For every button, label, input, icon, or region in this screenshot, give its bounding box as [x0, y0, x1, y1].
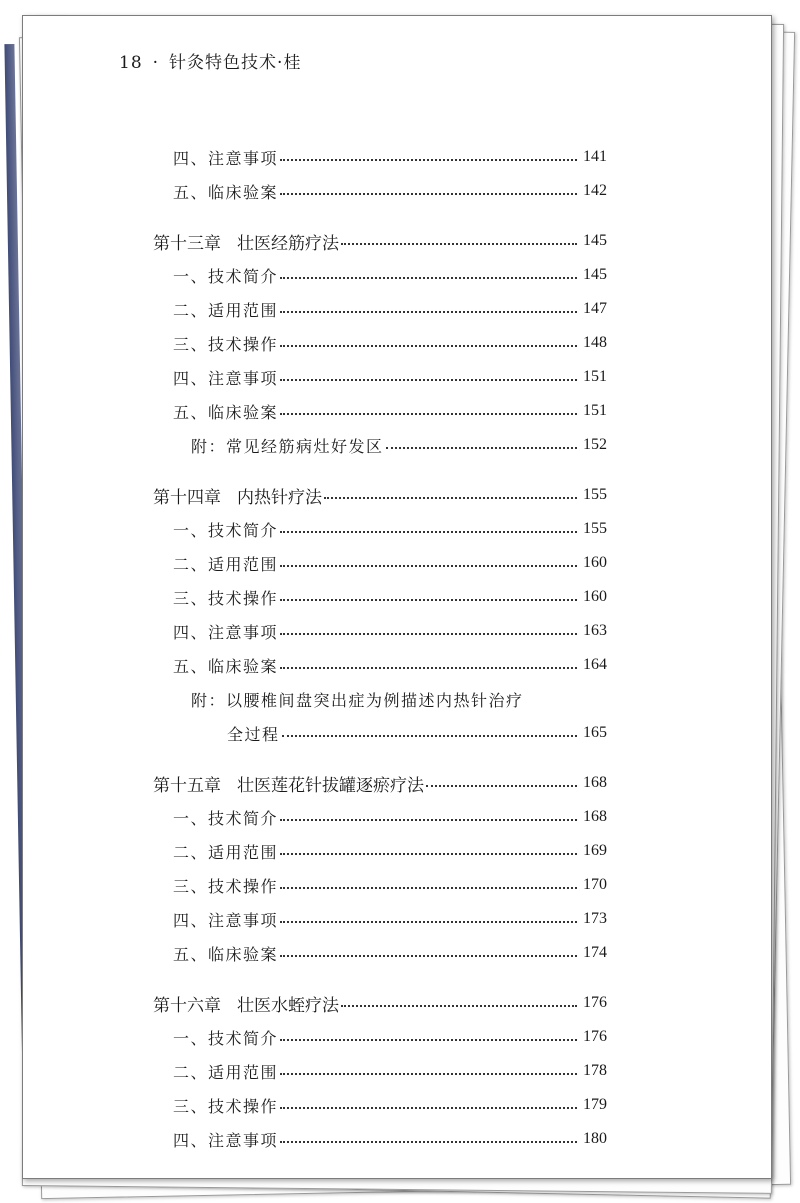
toc-page-number: 176	[583, 994, 607, 1011]
toc-entry-title: 五、临床验案	[173, 402, 279, 422]
dot-leader	[280, 819, 577, 821]
toc-page-number: 152	[583, 436, 607, 453]
toc-page-number: 155	[583, 520, 607, 537]
toc-page-number: 164	[583, 656, 607, 673]
toc-page-number: 147	[583, 300, 607, 317]
toc-entry-title: 四、注意事项	[173, 622, 279, 642]
toc-entry[interactable]	[153, 1122, 607, 1156]
toc-entry[interactable]	[153, 902, 607, 936]
dot-leader	[426, 785, 577, 787]
toc-entry-title: 附：以腰椎间盘突出症为例描述内热针治疗	[191, 690, 524, 710]
toc-entry-title: 二、适用范围	[173, 1062, 279, 1082]
dot-leader	[280, 531, 577, 533]
chapter-title: 壮医经筋疗法	[237, 233, 339, 254]
running-head-separator: ·	[152, 53, 160, 73]
dot-leader	[280, 1039, 577, 1041]
dot-leader	[280, 955, 577, 957]
toc-entry[interactable]	[153, 1054, 607, 1088]
toc-entry-title: 四、注意事项	[173, 368, 279, 388]
toc-page-number: 148	[583, 334, 607, 351]
dot-leader	[324, 497, 577, 499]
chapter-title: 壮医水蛭疗法	[237, 995, 339, 1016]
toc-chapter-14[interactable]	[153, 478, 607, 512]
toc-entry[interactable]	[153, 614, 607, 648]
dot-leader	[282, 735, 577, 737]
toc-entry[interactable]	[153, 936, 607, 970]
toc-entry[interactable]	[153, 800, 607, 834]
toc-page-number: 169	[583, 842, 607, 859]
toc-entry[interactable]	[153, 258, 607, 292]
dot-leader	[280, 599, 577, 601]
toc-entry[interactable]	[153, 868, 607, 902]
toc-entry-title: 二、适用范围	[173, 300, 279, 320]
toc-entry-title: 四、注意事项	[173, 1130, 279, 1150]
toc-chapter-16[interactable]	[153, 986, 607, 1020]
toc-page-number: 145	[583, 232, 607, 249]
toc-page-number: 160	[583, 554, 607, 571]
book-page	[22, 15, 772, 1179]
toc-entry-title: 四、注意事项	[173, 910, 279, 930]
toc-entry[interactable]	[153, 1088, 607, 1122]
toc-entry-title: 三、技术操作	[173, 1096, 279, 1116]
chapter-number: 第十三章	[153, 233, 221, 254]
toc-entry[interactable]	[153, 174, 607, 208]
toc-page-number: 151	[583, 402, 607, 419]
dot-leader	[280, 1141, 577, 1143]
toc-page-number: 163	[583, 622, 607, 639]
toc-page-number: 178	[583, 1062, 607, 1079]
toc-chapter-15[interactable]	[153, 766, 607, 800]
dot-leader	[341, 1005, 577, 1007]
toc-page-number: 176	[583, 1028, 607, 1045]
toc-entry-title: 二、适用范围	[173, 554, 279, 574]
dot-leader	[280, 413, 577, 415]
toc-page-number: 151	[583, 368, 607, 385]
toc-entry[interactable]	[153, 326, 607, 360]
dot-leader	[280, 379, 577, 381]
dot-leader	[280, 345, 577, 347]
toc-entry[interactable]	[153, 648, 607, 682]
toc-entry[interactable]	[153, 580, 607, 614]
dot-leader	[280, 667, 577, 669]
toc-entry-title: 全过程	[227, 724, 280, 744]
dot-leader	[280, 1107, 577, 1109]
dot-leader	[280, 633, 577, 635]
toc-page-number: 142	[583, 182, 607, 199]
toc-entry-title: 一、技术简介	[173, 266, 279, 286]
toc-appendix-continued[interactable]	[153, 716, 607, 750]
toc-entry[interactable]	[153, 292, 607, 326]
dot-leader	[280, 565, 577, 567]
toc-entry-title: 一、技术简介	[173, 520, 279, 540]
toc-entry-title: 一、技术简介	[173, 808, 279, 828]
page-number: 18	[119, 53, 143, 73]
toc-page-number: 155	[583, 486, 607, 503]
toc-entry-title: 附：常见经筋病灶好发区	[191, 436, 384, 456]
dot-leader	[280, 193, 577, 195]
toc-page-number: 174	[583, 944, 607, 961]
toc-entry-title: 三、技术操作	[173, 876, 279, 896]
toc-page-number: 179	[583, 1096, 607, 1113]
dot-leader	[386, 447, 577, 449]
toc-page-number: 165	[583, 724, 607, 741]
table-of-contents	[153, 140, 607, 1156]
toc-entry[interactable]	[153, 360, 607, 394]
toc-entry-title: 二、适用范围	[173, 842, 279, 862]
dot-leader	[280, 159, 577, 161]
dot-leader	[280, 277, 577, 279]
toc-entry[interactable]	[153, 140, 607, 174]
toc-entry-title: 三、技术操作	[173, 334, 279, 354]
toc-page-number: 168	[583, 774, 607, 791]
book-title: 针灸特色技术·桂	[169, 53, 302, 73]
running-head	[119, 48, 301, 73]
toc-page-number: 170	[583, 876, 607, 893]
toc-entry-title: 五、临床验案	[173, 656, 279, 676]
chapter-title: 内热针疗法	[237, 487, 322, 508]
dot-leader	[280, 887, 577, 889]
toc-entry-title: 五、临床验案	[173, 182, 279, 202]
toc-page-number: 180	[583, 1130, 607, 1147]
toc-appendix[interactable]	[153, 682, 607, 716]
toc-entry[interactable]	[153, 512, 607, 546]
dot-leader	[280, 1073, 577, 1075]
toc-entry-title: 三、技术操作	[173, 588, 279, 608]
toc-page-number: 168	[583, 808, 607, 825]
toc-page-number: 173	[583, 910, 607, 927]
toc-appendix[interactable]	[153, 428, 607, 462]
chapter-number: 第十六章	[153, 995, 221, 1016]
chapter-title: 壮医莲花针拔罐逐瘀疗法	[237, 775, 424, 796]
toc-entry-title: 四、注意事项	[173, 148, 279, 168]
toc-chapter-13[interactable]	[153, 224, 607, 258]
toc-page-number: 145	[583, 266, 607, 283]
dot-leader	[341, 243, 577, 245]
chapter-number: 第十四章	[153, 487, 221, 508]
toc-entry[interactable]	[153, 394, 607, 428]
toc-entry-title: 一、技术简介	[173, 1028, 279, 1048]
toc-entry[interactable]	[153, 1020, 607, 1054]
dot-leader	[280, 921, 577, 923]
chapter-number: 第十五章	[153, 775, 221, 796]
toc-page-number: 160	[583, 588, 607, 605]
toc-entry-title: 五、临床验案	[173, 944, 279, 964]
toc-page-number: 141	[583, 148, 607, 165]
toc-entry[interactable]	[153, 834, 607, 868]
toc-entry[interactable]	[153, 546, 607, 580]
dot-leader	[280, 853, 577, 855]
dot-leader	[280, 311, 577, 313]
